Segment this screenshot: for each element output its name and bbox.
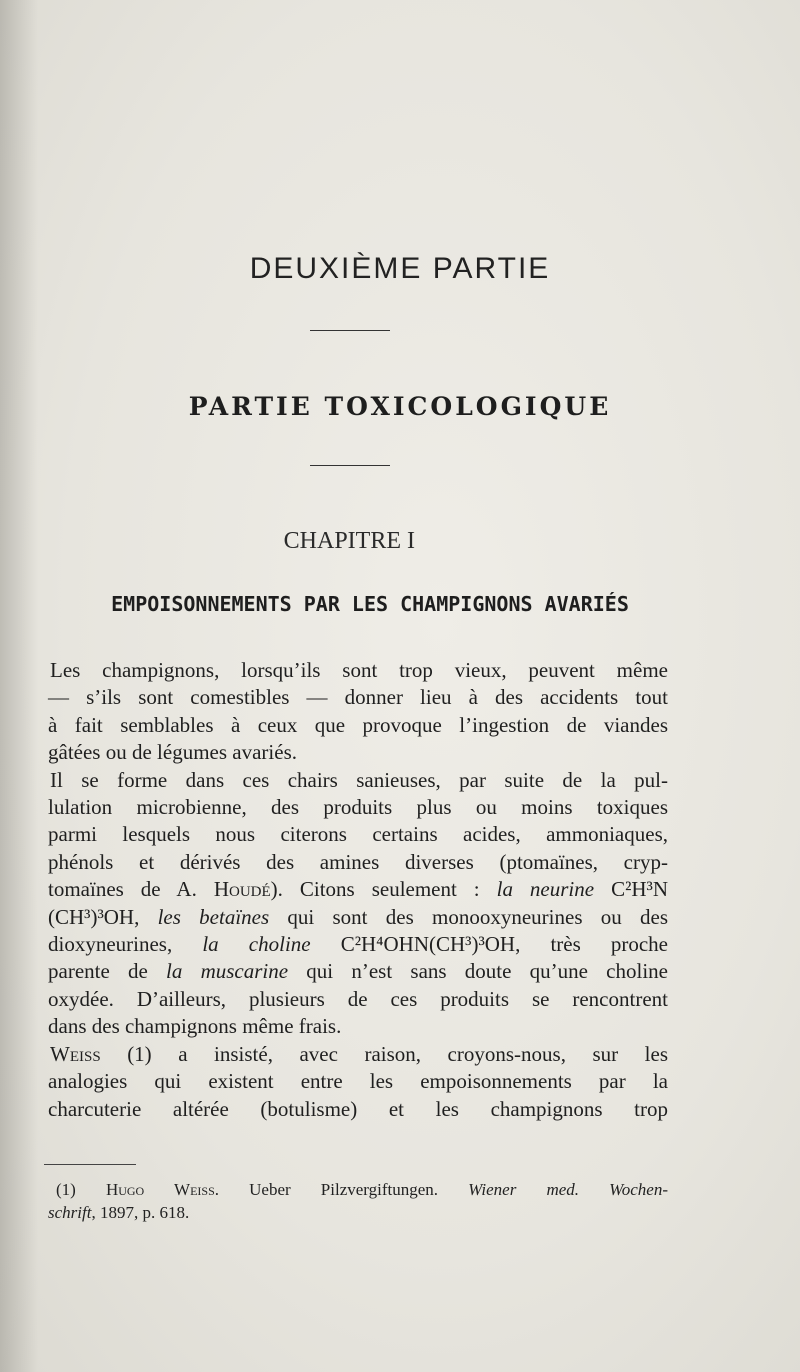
text-line: Il se forme dans ces chairs sanieuses, par suite de la pul-	[50, 767, 668, 792]
term-italic: la neurine	[496, 877, 595, 902]
footnote-line	[48, 1201, 668, 1224]
term-italic: les betaïnes	[157, 904, 270, 929]
paragraph-2	[48, 767, 668, 1041]
part-title: DEUXIÈME PARTIE	[249, 252, 551, 285]
text-line: analogies qui existent entre les empoisonnements par la	[48, 1069, 668, 1094]
text-line	[48, 931, 668, 958]
text-line: phénols et dérivés des amines diverses (ptomaïnes, cryp-	[48, 849, 668, 874]
author-name: Houdé	[213, 877, 271, 902]
text-run: qui sont des monooxyneurines ou des	[269, 904, 668, 929]
journal-title: schrift	[48, 1203, 92, 1222]
text-run: tomaïnes de A.	[48, 877, 214, 902]
text-line: Les champignons, lorsqu’ils sont trop vieux, peuvent même	[50, 658, 668, 682]
chemical-formula: C²H³N	[594, 877, 668, 902]
journal-title: Wiener med. Wochen-	[468, 1180, 668, 1199]
paragraph-3	[48, 1041, 668, 1123]
text-line	[48, 904, 668, 931]
section-title: PARTIE TOXICOLOGIQUE	[188, 392, 612, 421]
title-divider-bottom	[310, 465, 390, 466]
footnote	[48, 1178, 668, 1224]
author-name: Hugo Weiss	[105, 1180, 215, 1199]
chapter-title: EMPOISONNEMENTS PAR LES CHAMPIGNONS AVARIÉS	[111, 592, 629, 616]
body-text	[48, 657, 668, 1123]
page-gutter-shadow	[0, 0, 38, 1372]
title-divider-top	[310, 330, 390, 331]
text-run: . Ueber Pilzvergiftungen.	[214, 1180, 469, 1199]
paragraph-1	[48, 657, 668, 767]
text-line: dans des champignons même frais.	[48, 1014, 342, 1039]
text-run: ). Citons seulement :	[270, 877, 497, 902]
text-line	[48, 876, 668, 903]
footnote-line	[48, 1178, 668, 1201]
text-run: (1) a insisté, avec raison, croyons-nous, sur les	[100, 1041, 668, 1066]
text-line: oxydée. D’ailleurs, plusieurs de ces produits se rencontrent	[48, 986, 668, 1011]
text-run: parente de	[48, 959, 167, 984]
author-name: Weiss	[50, 1041, 101, 1066]
footnote-divider	[44, 1164, 136, 1165]
footnote-marker: (1)	[56, 1180, 106, 1199]
text-run: dioxyneurines,	[48, 932, 203, 957]
text-line: lulation microbienne, des produits plus ou moins toxiques	[48, 795, 668, 820]
term-italic: la choline	[202, 932, 311, 957]
text-line: gâtées ou de légumes avariés.	[48, 740, 297, 765]
chapter-number	[0, 528, 700, 555]
text-line	[48, 1041, 668, 1068]
text-line: — s’ils sont comestibles — donner lieu à des accidents tout	[48, 685, 668, 710]
chapter-number-text: CHAPITRE I	[283, 528, 415, 554]
text-line: à fait semblables à ceux que provoque l’ingestion de viandes	[48, 712, 668, 737]
text-line: parmi lesquels nous citerons certains acides, ammoniaques,	[48, 822, 668, 847]
chemical-formula: C²H⁴OHN(CH³)³OH, très proche	[310, 932, 669, 957]
term-italic: la muscarine	[166, 959, 289, 984]
text-run: qui n’est sans doute qu’une choline	[288, 959, 668, 984]
text-line	[48, 958, 668, 985]
chemical-formula: (CH³)³OH,	[48, 904, 158, 929]
text-run: , 1897, p. 618.	[91, 1203, 190, 1222]
text-line: charcuterie altérée (botulisme) et les champignons trop	[48, 1096, 668, 1121]
